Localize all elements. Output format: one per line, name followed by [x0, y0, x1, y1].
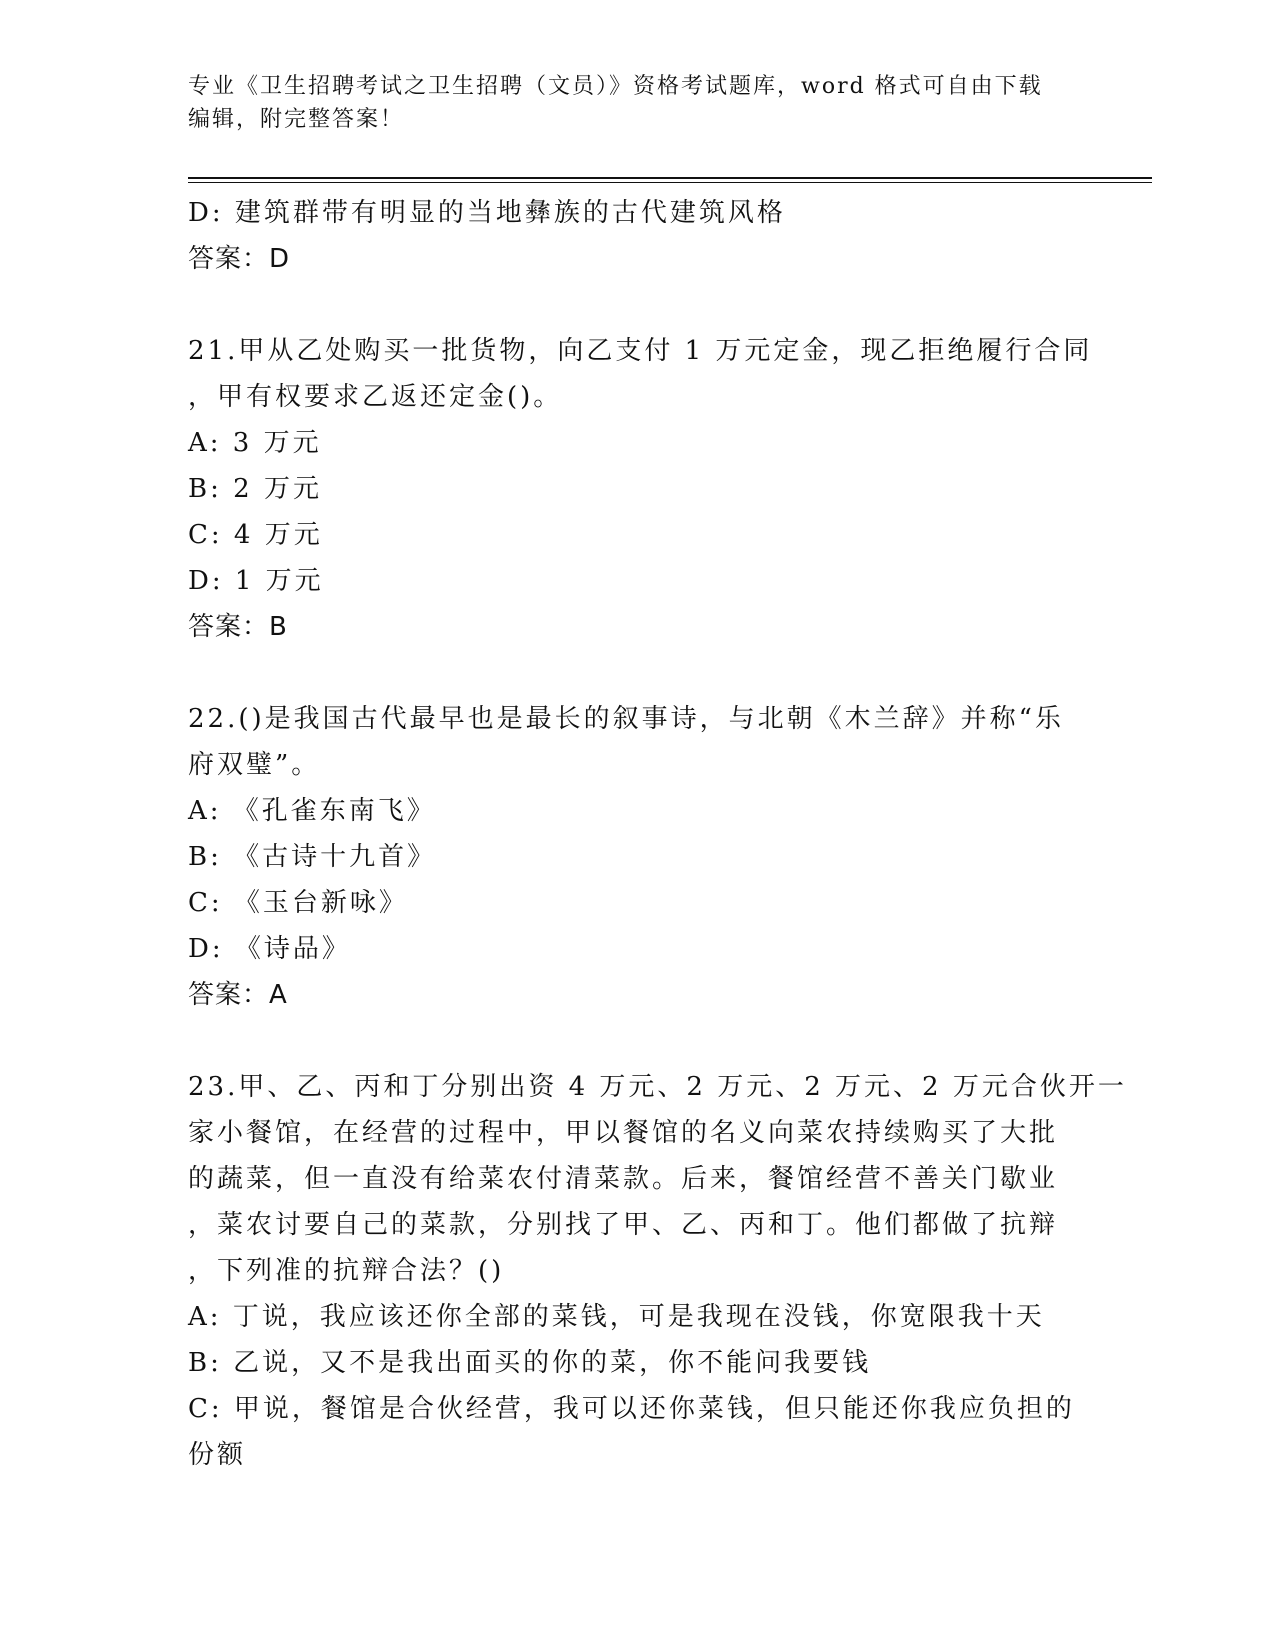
option-d: D: 1 万元 [188, 566, 324, 596]
question-stem: 22.()是我国古代最早也是最长的叙事诗，与北朝《木兰辞》并称“乐 [188, 704, 1064, 734]
option-b: B: 《古诗十九首》 [188, 842, 437, 872]
header-line-2: 编辑，附完整答案！ [188, 107, 405, 132]
question-stem: 的蔬菜，但一直没有给菜农付清菜款。后来，餐馆经营不善关门歇业 [188, 1164, 1059, 1194]
header-line-1: 专业《卫生招聘考试之卫生招聘（文员）》资格考试题库，word 格式可自由下载 [188, 74, 1043, 99]
answer-line: 答案：D [188, 244, 291, 274]
spacer [188, 1018, 1088, 1064]
option-c: C: 甲说，餐馆是合伙经营，我可以还你菜钱，但只能还你我应负担的 [188, 1394, 1075, 1424]
question-stem: 家小餐馆，在经营的过程中，甲以餐馆的名义向菜农持续购买了大批 [188, 1118, 1059, 1148]
option-c-continued: 份额 [188, 1440, 247, 1470]
answer-line: 答案：A [188, 980, 288, 1010]
option-b: B: 2 万元 [188, 474, 322, 504]
question-stem: ，甲有权要求乙返还定金()。 [188, 382, 563, 412]
question-stem: 23.甲、乙、丙和丁分别出资 4 万元、2 万元、2 万元、2 万元合伙开一 [188, 1072, 1127, 1102]
option-c: C: 《玉台新咏》 [188, 888, 408, 918]
question-22 [188, 696, 1088, 1018]
question-stem: ，下列准的抗辩合法？() [188, 1256, 505, 1286]
option-b: B: 乙说，又不是我出面买的你的菜，你不能问我要钱 [188, 1348, 872, 1378]
option-a: A: 丁说，我应该还你全部的菜钱，可是我现在没钱，你宽限我十天 [188, 1302, 1045, 1332]
question-stem: ，菜农讨要自己的菜款，分别找了甲、乙、丙和丁。他们都做了抗辩 [188, 1210, 1059, 1240]
document-body [188, 190, 1127, 1478]
answer-line: 答案：B [188, 612, 288, 642]
option-d: D: 《诗品》 [188, 934, 351, 964]
option-a: A: 《孔雀东南飞》 [188, 796, 436, 826]
option-a: A: 3 万元 [188, 428, 322, 458]
question-23 [188, 1064, 1127, 1478]
spacer [188, 650, 1088, 696]
page-header [188, 70, 1088, 136]
question-20-tail [188, 190, 1088, 282]
header-divider-thin [188, 182, 1152, 183]
spacer [188, 282, 1088, 328]
option-d: D: 建筑群带有明显的当地彝族的古代建筑风格 [188, 198, 786, 228]
question-stem: 21.甲从乙处购买一批货物，向乙支付 1 万元定金，现乙拒绝履行合同 [188, 336, 1093, 366]
option-c: C: 4 万元 [188, 520, 323, 550]
question-stem: 府双璧”。 [188, 750, 321, 780]
question-21 [188, 328, 1093, 650]
header-divider-thick [188, 177, 1152, 179]
